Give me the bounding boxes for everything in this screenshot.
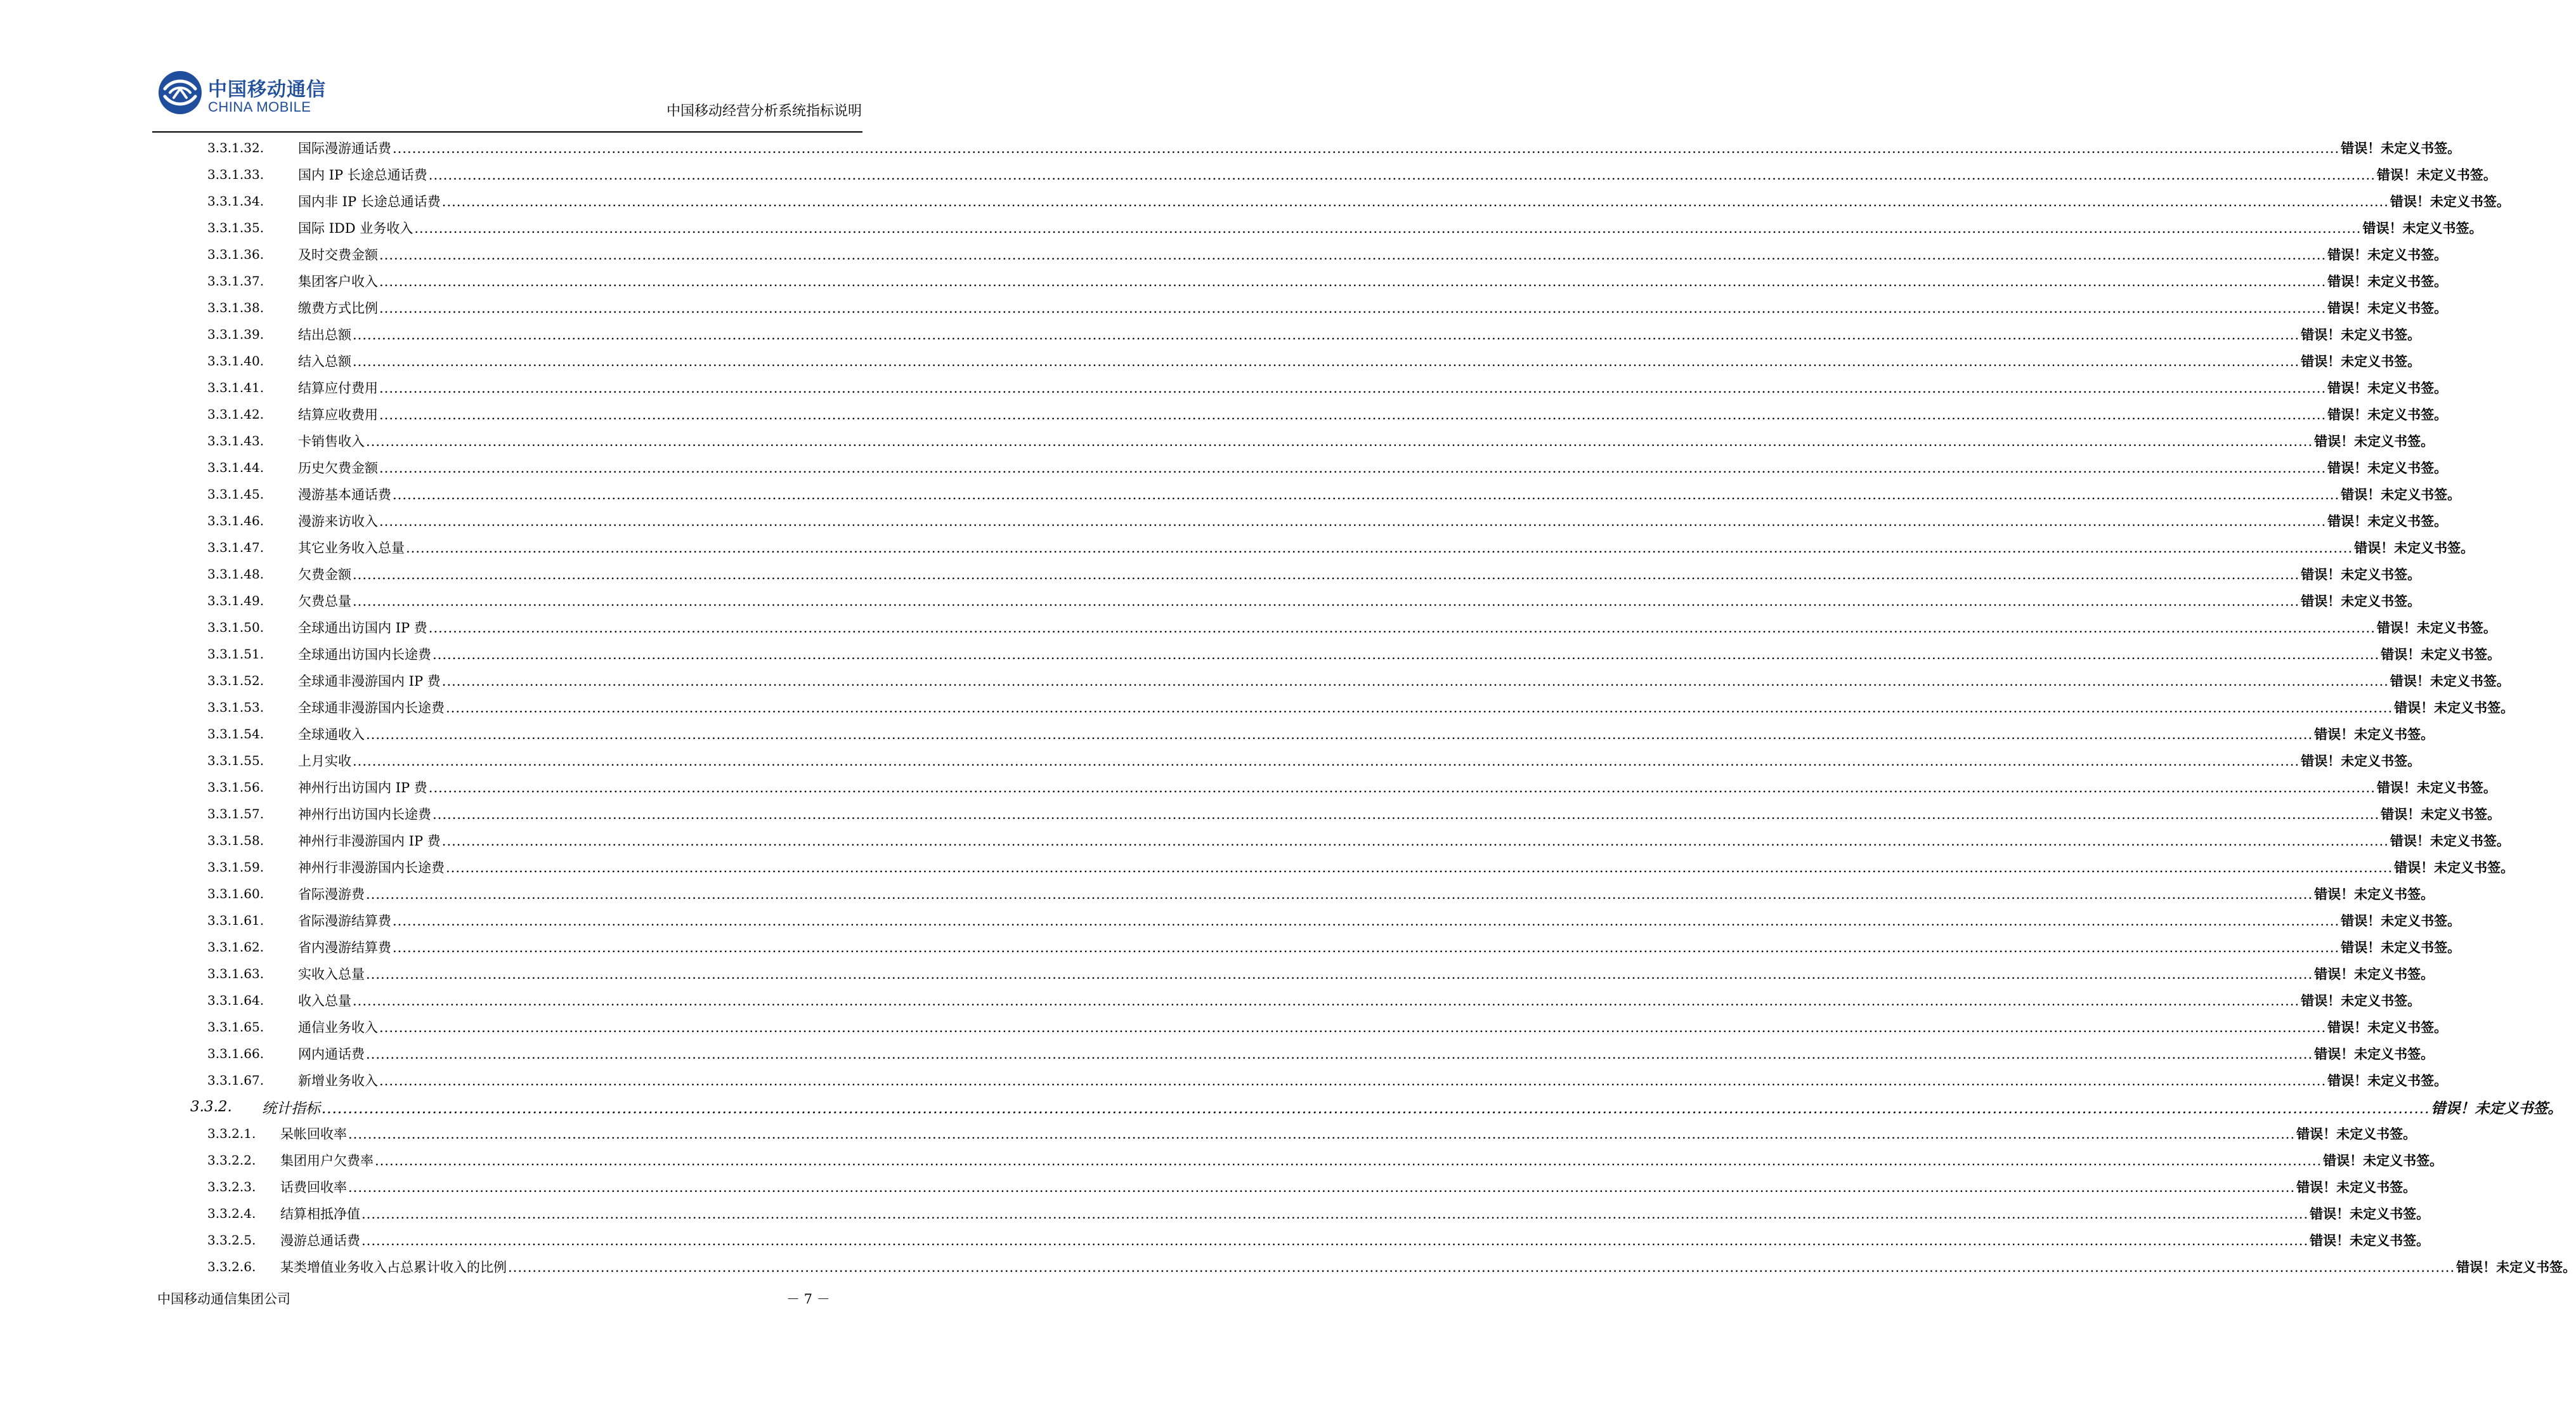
- toc-entry[interactable]: [0, 348, 2421, 374]
- toc-entry[interactable]: [0, 694, 2514, 721]
- toc-entry-page-reference: 错误！未定义书签。: [2327, 514, 2448, 529]
- toc-entry-title: 全球通出访国内 IP 费: [298, 620, 427, 636]
- toc-entry-title-line: [298, 751, 2421, 770]
- toc-entry-title: 集团用户欠费率: [280, 1153, 374, 1168]
- toc-entry-title: 呆帐回收率: [280, 1127, 347, 1142]
- toc-entry-page-reference: 错误！未定义书签。: [2390, 833, 2510, 849]
- toc-entry-title: 实收入总量: [298, 967, 365, 982]
- toc-entry[interactable]: [0, 454, 2448, 481]
- toc-entry[interactable]: [0, 481, 2461, 507]
- toc-entry-title-line: [298, 431, 2435, 450]
- toc-entry[interactable]: [0, 721, 2435, 747]
- toc-entry-number: 3.3.1.41.: [207, 380, 264, 395]
- toc-entry-title: 结入总额: [298, 354, 351, 369]
- toc-dot-leader: ................................................................................................................................................................................................................................................................................................................................................................................................................: [428, 620, 2376, 636]
- toc-dot-leader: ................................................................................................................................................................................................................................................................................................................................................................................................................: [406, 540, 2353, 556]
- toc-dot-leader: ................................................................................................................................................................................................................................................................................................................................................................................................................: [353, 594, 2300, 609]
- toc-dot-leader: ................................................................................................................................................................................................................................................................................................................................................................................................................: [446, 700, 2393, 715]
- toc-entry[interactable]: [0, 561, 2421, 587]
- toc-entry-number: 3.3.1.62.: [207, 939, 264, 955]
- toc-entry-page-reference: 错误！未定义书签。: [2296, 1180, 2417, 1195]
- toc-entry-number: 3.3.1.67.: [207, 1073, 264, 1088]
- toc-entry-page-reference: 错误！未定义书签。: [2323, 1153, 2443, 1168]
- toc-entry-number: 3.3.1.54.: [207, 726, 264, 741]
- toc-entry[interactable]: [0, 1067, 2448, 1094]
- toc-entry-number: 3.3.1.59.: [207, 859, 264, 875]
- toc-entry[interactable]: [0, 667, 2510, 694]
- toc-entry-title: 新增业务收入: [298, 1073, 378, 1088]
- toc-entry[interactable]: [0, 1200, 2430, 1227]
- toc-entry[interactable]: [0, 827, 2510, 854]
- toc-dot-leader: ................................................................................................................................................................................................................................................................................................................................................................................................................: [375, 1153, 2322, 1168]
- toc-entry-title-line: [298, 831, 2510, 850]
- toc-entry-number: 3.3.1.37.: [207, 273, 264, 289]
- toc-entry-number: 3.3.1.61.: [207, 913, 264, 928]
- toc-entry-title: 国内非 IP 长途总通话费: [298, 194, 441, 209]
- toc-dot-leader: ................................................................................................................................................................................................................................................................................................................................................................................................................: [446, 860, 2393, 875]
- toc-entry-title: 卡销售收入: [298, 434, 365, 449]
- toc-entry-page-reference: 错误！未定义书签。: [2327, 247, 2448, 263]
- toc-dot-leader: ................................................................................................................................................................................................................................................................................................................................................................................................................: [379, 461, 2327, 476]
- toc-entry-number: 3.3.1.57.: [207, 806, 264, 821]
- toc-entry-title: 网内通话费: [298, 1047, 365, 1062]
- toc-entry-title-line: [280, 1257, 2576, 1276]
- toc-entry-page-reference: 错误！未定义书签。: [2327, 1073, 2448, 1088]
- toc-entry[interactable]: [0, 134, 2461, 161]
- toc-dot-leader: ................................................................................................................................................................................................................................................................................................................................................................................................................: [379, 274, 2327, 289]
- toc-entry-page-reference: 错误！未定义书签。: [2314, 727, 2435, 742]
- toc-entry-title-line: [298, 458, 2448, 477]
- toc-entry-title: 漫游来访收入: [298, 514, 378, 529]
- toc-entry-page-reference: 错误！未定义书签。: [2310, 1206, 2430, 1222]
- toc-entry[interactable]: [0, 188, 2510, 214]
- toc-entry-title-line: [298, 218, 2483, 237]
- toc-dot-leader: ................................................................................................................................................................................................................................................................................................................................................................................................................: [353, 327, 2300, 343]
- toc-entry-title: 神州行非漫游国内 IP 费: [298, 833, 441, 849]
- toc-entry-title-line: [298, 378, 2448, 397]
- toc-dot-leader: ................................................................................................................................................................................................................................................................................................................................................................................................................: [322, 1100, 2430, 1117]
- toc-entry-title-line: [298, 698, 2514, 717]
- toc-entry-title: 全球通出访国内长途费: [298, 647, 431, 662]
- toc-entry[interactable]: [0, 214, 2483, 241]
- toc-entry[interactable]: [0, 161, 2497, 188]
- toc-entry-title: 话费回收率: [280, 1180, 347, 1195]
- toc-entry-title-line: [298, 724, 2435, 743]
- toc-entry-title-line: [298, 1017, 2448, 1036]
- toc-entry[interactable]: [0, 534, 2475, 561]
- toc-entry-number: 3.3.1.34.: [207, 193, 264, 209]
- toc-entry-number: 3.3.1.36.: [207, 247, 264, 262]
- toc-entry-page-reference: 错误！未定义书签。: [2301, 567, 2421, 582]
- toc-entry-page-reference: 错误！未定义书签。: [2376, 780, 2497, 795]
- toc-entry-title: 结出总额: [298, 327, 351, 343]
- toc-entry[interactable]: [0, 1227, 2430, 1253]
- toc-dot-leader: ................................................................................................................................................................................................................................................................................................................................................................................................................: [414, 221, 2362, 236]
- toc-entry-title: 历史欠费金额: [298, 461, 378, 476]
- toc-entry-title: 欠费总量: [298, 594, 351, 609]
- toc-dot-leader: ................................................................................................................................................................................................................................................................................................................................................................................................................: [379, 514, 2327, 529]
- footer-company: 中国移动通信集团公司: [157, 1291, 290, 1307]
- toc-dot-leader: ................................................................................................................................................................................................................................................................................................................................................................................................................: [353, 567, 2300, 582]
- toc-entry-page-reference: 错误！未定义书签。: [2341, 913, 2461, 929]
- toc-dot-leader: ................................................................................................................................................................................................................................................................................................................................................................................................................: [393, 487, 2340, 502]
- toc-entry[interactable]: [0, 987, 2421, 1014]
- toc-dot-leader: ................................................................................................................................................................................................................................................................................................................................................................................................................: [353, 354, 2300, 369]
- toc-entry-title-line: [298, 858, 2514, 877]
- toc-dot-leader: ................................................................................................................................................................................................................................................................................................................................................................................................................: [379, 247, 2327, 263]
- toc-entry-title: 通信业务收入: [298, 1020, 378, 1035]
- toc-entry-title-line: [298, 325, 2421, 344]
- toc-entry-title-line: [298, 991, 2421, 1010]
- toc-entry[interactable]: [0, 401, 2448, 428]
- toc-dot-leader: ................................................................................................................................................................................................................................................................................................................................................................................................................: [508, 1260, 2456, 1275]
- toc-entry[interactable]: [0, 1120, 2417, 1147]
- toc-entry-title-line: [298, 485, 2461, 504]
- toc-dot-leader: ................................................................................................................................................................................................................................................................................................................................................................................................................: [393, 141, 2340, 156]
- toc-entry-title-line: [298, 644, 2501, 663]
- toc-entry-page-reference: 错误！未定义书签。: [2301, 327, 2421, 343]
- toc-entry-number: 3.3.1.45.: [207, 487, 264, 502]
- toc-entry-title-line: [298, 511, 2448, 530]
- toc-entry-page-reference: 错误！未定义书签。: [2296, 1127, 2417, 1142]
- toc-entry-title: 结算应收费用: [298, 407, 378, 422]
- toc-entry-number: 3.3.1.49.: [207, 593, 264, 608]
- toc-entry-number: 3.3.1.46.: [207, 513, 264, 528]
- toc-entry[interactable]: [0, 747, 2421, 774]
- logo-text-english: CHINA MOBILE: [208, 99, 311, 115]
- toc-entry-number: 3.3.1.39.: [207, 327, 264, 342]
- toc-dot-leader: ................................................................................................................................................................................................................................................................................................................................................................................................................: [379, 1073, 2327, 1088]
- toc-entry[interactable]: [0, 907, 2461, 934]
- toc-entry[interactable]: [0, 294, 2448, 321]
- toc-entry-page-reference: 错误！未定义书签。: [2456, 1260, 2576, 1275]
- toc-entry-page-reference: 错误！未定义书签。: [2314, 1047, 2435, 1062]
- toc-entry-number: 3.3.1.38.: [207, 300, 264, 315]
- toc-entry-page-reference: 错误！未定义书签。: [2341, 940, 2461, 955]
- toc-dot-leader: ................................................................................................................................................................................................................................................................................................................................................................................................................: [441, 674, 2389, 689]
- toc-entry-page-reference: 错误！未定义书签。: [2376, 620, 2497, 636]
- toc-entry-title: 国际漫游通话费: [298, 141, 391, 156]
- toc-dot-leader: ................................................................................................................................................................................................................................................................................................................................................................................................................: [379, 381, 2327, 396]
- toc-entry-page-reference: 错误！未定义书签。: [2341, 487, 2461, 502]
- toc-dot-leader: ................................................................................................................................................................................................................................................................................................................................................................................................................: [366, 887, 2313, 902]
- toc-entry-number: 3.3.1.56.: [207, 780, 264, 795]
- toc-entry-title-line: [298, 192, 2510, 211]
- toc-entry-number: 3.3.1.55.: [207, 753, 264, 768]
- toc-entry-title: 全球通非漫游国内长途费: [298, 700, 445, 715]
- toc-entry-title-line: [298, 165, 2497, 184]
- china-mobile-logo-icon: [157, 70, 203, 115]
- toc-entry-title-line: [298, 538, 2475, 557]
- toc-entry-title: 集团客户收入: [298, 274, 378, 289]
- toc-entry-title-line: [298, 964, 2435, 983]
- toc-entry-page-reference: 错误！未定义书签。: [2327, 1020, 2448, 1035]
- toc-entry-number: 3.3.1.33.: [207, 167, 264, 182]
- toc-entry-number: 3.3.1.44.: [207, 460, 264, 475]
- toc-entry-number: 3.3.1.66.: [207, 1046, 264, 1061]
- toc-dot-leader: ................................................................................................................................................................................................................................................................................................................................................................................................................: [353, 993, 2300, 1009]
- toc-dot-leader: ................................................................................................................................................................................................................................................................................................................................................................................................................: [366, 434, 2313, 449]
- toc-entry[interactable]: [0, 800, 2501, 827]
- toc-entry-title-line: [298, 804, 2501, 823]
- toc-entry-title-line: [298, 1044, 2435, 1063]
- toc-entry-number: 3.3.2.2.: [207, 1153, 256, 1168]
- toc-dot-leader: ................................................................................................................................................................................................................................................................................................................................................................................................................: [366, 1047, 2313, 1062]
- toc-entry[interactable]: [0, 880, 2435, 907]
- toc-entry-title: 国际 IDD 业务收入: [298, 221, 413, 236]
- toc-entry-title: 结算相抵净值: [280, 1206, 360, 1222]
- toc-dot-leader: ................................................................................................................................................................................................................................................................................................................................................................................................................: [366, 967, 2313, 982]
- toc-entry-number: 3.3.1.48.: [207, 566, 264, 582]
- toc-entry-page-reference: 错误！未定义书签。: [2394, 700, 2514, 715]
- toc-entry-title: 神州行出访国内 IP 费: [298, 780, 427, 795]
- toc-entry-page-reference: 错误！未定义书签。: [2314, 434, 2435, 449]
- toc-entry-page-reference: 错误！未定义书签。: [2301, 354, 2421, 369]
- toc-entry-number: 3.3.1.32.: [207, 140, 264, 155]
- toc-entry-number: 3.3.1.50.: [207, 620, 264, 635]
- toc-entry-page-reference: 错误！未定义书签。: [2327, 274, 2448, 289]
- toc-entry-title: 其它业务收入总量: [298, 540, 405, 556]
- toc-entry-title-line: [298, 138, 2461, 157]
- toc-dot-leader: ................................................................................................................................................................................................................................................................................................................................................................................................................: [393, 913, 2340, 929]
- toc-dot-leader: ................................................................................................................................................................................................................................................................................................................................................................................................................: [433, 647, 2380, 662]
- toc-entry-page-reference: 错误！未定义书签。: [2327, 301, 2448, 316]
- toc-entry-page-reference: 错误！未定义书签。: [2327, 461, 2448, 476]
- toc-dot-leader: ................................................................................................................................................................................................................................................................................................................................................................................................................: [379, 1020, 2327, 1035]
- toc-entry-page-reference: 错误！未定义书签。: [2390, 674, 2510, 689]
- header-divider: [152, 131, 862, 133]
- toc-entry-title: 统计指标: [262, 1100, 320, 1117]
- toc-entry-number: 3.3.2.6.: [207, 1259, 256, 1274]
- toc-entry-page-reference: 错误！未定义书签。: [2314, 887, 2435, 902]
- toc-entry-title-line: [298, 298, 2448, 317]
- toc-entry-title: 欠费金额: [298, 567, 351, 582]
- toc-entry-number: 3.3.2.5.: [207, 1232, 256, 1248]
- toc-entry-page-reference: 错误！未定义书签。: [2327, 381, 2448, 396]
- toc-entry-title: 结算应付费用: [298, 381, 378, 396]
- toc-entry-page-reference: 错误！未定义书签。: [2394, 860, 2514, 875]
- toc-entry-page-reference: 错误！未定义书签。: [2341, 141, 2461, 156]
- toc-entry-number: 3.3.2.4.: [207, 1206, 256, 1221]
- toc-entry-page-reference: 错误！未定义书签。: [2390, 194, 2510, 209]
- toc-entry[interactable]: [0, 614, 2497, 641]
- toc-dot-leader: ................................................................................................................................................................................................................................................................................................................................................................................................................: [353, 754, 2300, 769]
- toc-entry-title: 神州行非漫游国内长途费: [298, 860, 445, 875]
- toc-entry-number: 3.3.1.42.: [207, 407, 264, 422]
- toc-entry-title: 缴费方式比例: [298, 301, 378, 316]
- toc-entry[interactable]: [0, 507, 2448, 534]
- toc-entry-number: 3.3.1.63.: [207, 966, 264, 981]
- toc-entry-number: 3.3.1.53.: [207, 700, 264, 715]
- toc-entry-title-line: [298, 618, 2497, 637]
- toc-entry-title-line: [298, 937, 2461, 957]
- toc-entry-title-line: [298, 245, 2448, 264]
- toc-entry-page-reference: 错误！未定义书签。: [2354, 540, 2475, 556]
- toc-entry-number: 3.3.1.35.: [207, 220, 264, 235]
- toc-entry-number: 3.3.2.: [190, 1099, 232, 1115]
- toc-entry-title: 某类增值业务收入占总累计收入的比例: [280, 1260, 507, 1275]
- toc-entry-title-line: [280, 1204, 2430, 1223]
- toc-entry-page-reference: 错误！未定义书签。: [2381, 647, 2501, 662]
- toc-entry-number: 3.3.2.1.: [207, 1126, 256, 1141]
- toc-entry[interactable]: [0, 854, 2514, 880]
- toc-entry[interactable]: [0, 1173, 2417, 1200]
- toc-entry-title: 漫游总通话费: [280, 1233, 360, 1248]
- toc-entry-number: 3.3.2.3.: [207, 1179, 256, 1194]
- toc-entry-number: 3.3.1.60.: [207, 886, 264, 901]
- toc-entry-title-line: [298, 884, 2435, 903]
- toc-entry[interactable]: [0, 1014, 2448, 1040]
- toc-dot-leader: ................................................................................................................................................................................................................................................................................................................................................................................................................: [428, 167, 2376, 183]
- toc-dot-leader: ................................................................................................................................................................................................................................................................................................................................................................................................................: [441, 833, 2389, 849]
- toc-entry-title: 及时交费金额: [298, 247, 378, 263]
- toc-dot-leader: ................................................................................................................................................................................................................................................................................................................................................................................................................: [361, 1206, 2309, 1222]
- toc-dot-leader: ................................................................................................................................................................................................................................................................................................................................................................................................................: [361, 1233, 2309, 1248]
- toc-dot-leader: ................................................................................................................................................................................................................................................................................................................................................................................................................: [366, 727, 2313, 742]
- logo-text-chinese: 中国移动通信: [208, 79, 326, 101]
- toc-entry-title: 漫游基本通话费: [298, 487, 391, 502]
- toc-dot-leader: ................................................................................................................................................................................................................................................................................................................................................................................................................: [433, 807, 2380, 822]
- toc-entry-title-line: [298, 778, 2497, 797]
- toc-entry-page-reference: 错误！未定义书签。: [2431, 1099, 2563, 1117]
- document-title: 中国移动经营分析系统指标说明: [666, 103, 862, 119]
- toc-entry[interactable]: [0, 1040, 2435, 1067]
- toc-entry-page-reference: 错误！未定义书签。: [2362, 221, 2483, 236]
- toc-entry-title-line: [298, 591, 2421, 610]
- toc-entry[interactable]: [0, 428, 2435, 454]
- toc-entry-number: 3.3.1.58.: [207, 833, 264, 848]
- toc-entry-number: 3.3.1.47.: [207, 540, 264, 555]
- toc-entry-title-line: [298, 911, 2461, 930]
- toc-entry[interactable]: [0, 1147, 2443, 1173]
- toc-entry[interactable]: [0, 960, 2435, 987]
- toc-entry[interactable]: [0, 321, 2421, 348]
- toc-dot-leader: ................................................................................................................................................................................................................................................................................................................................................................................................................: [428, 780, 2376, 795]
- toc-entry-number: 3.3.1.43.: [207, 433, 264, 448]
- toc-entry[interactable]: [0, 241, 2448, 268]
- toc-entry-title-line: [298, 405, 2448, 424]
- toc-entry[interactable]: [0, 1094, 2563, 1120]
- toc-entry-title: 神州行出访国内长途费: [298, 807, 431, 822]
- toc-entry[interactable]: [0, 934, 2461, 960]
- toc-entry[interactable]: [0, 587, 2421, 614]
- toc-entry-title-line: [280, 1231, 2430, 1250]
- footer-page-number: － 7 －: [786, 1291, 830, 1307]
- toc-entry-page-reference: 错误！未定义书签。: [2310, 1233, 2430, 1248]
- toc-entry-title: 省内漫游结算费: [298, 940, 391, 955]
- table-of-contents: [0, 134, 2576, 1280]
- toc-entry-title: 国内 IP 长途总通话费: [298, 167, 427, 183]
- toc-entry-title-line: [280, 1151, 2443, 1170]
- toc-entry-title: 省际漫游费: [298, 887, 365, 902]
- toc-entry-page-reference: 错误！未定义书签。: [2327, 407, 2448, 422]
- toc-entry[interactable]: [0, 641, 2501, 667]
- toc-dot-leader: ................................................................................................................................................................................................................................................................................................................................................................................................................: [441, 194, 2389, 209]
- toc-entry-number: 3.3.1.51.: [207, 646, 264, 662]
- toc-entry-page-reference: 错误！未定义书签。: [2381, 807, 2501, 822]
- toc-dot-leader: ................................................................................................................................................................................................................................................................................................................................................................................................................: [393, 940, 2340, 955]
- toc-entry[interactable]: [0, 374, 2448, 401]
- toc-entry-title-line: [280, 1177, 2417, 1196]
- toc-entry-page-reference: 错误！未定义书签。: [2314, 967, 2435, 982]
- toc-entry-number: 3.3.1.64.: [207, 993, 264, 1008]
- toc-entry-number: 3.3.1.52.: [207, 673, 264, 688]
- toc-entry-title: 收入总量: [298, 993, 351, 1009]
- toc-dot-leader: ................................................................................................................................................................................................................................................................................................................................................................................................................: [379, 301, 2327, 316]
- toc-entry-title-line: [298, 351, 2421, 370]
- toc-entry-title-line: [262, 1097, 2563, 1118]
- toc-entry[interactable]: [0, 268, 2448, 294]
- toc-entry-title-line: [298, 671, 2510, 690]
- toc-entry-title: 全球通收入: [298, 727, 365, 742]
- toc-entry-title-line: [298, 271, 2448, 291]
- toc-dot-leader: ................................................................................................................................................................................................................................................................................................................................................................................................................: [379, 407, 2327, 422]
- toc-entry-title-line: [298, 1071, 2448, 1090]
- toc-entry-title-line: [280, 1124, 2417, 1143]
- toc-entry-page-reference: 错误！未定义书签。: [2301, 993, 2421, 1009]
- toc-entry-title-line: [298, 565, 2421, 584]
- toc-entry-number: 3.3.1.40.: [207, 353, 264, 369]
- toc-entry[interactable]: [0, 774, 2497, 800]
- toc-entry-title: 省际漫游结算费: [298, 913, 391, 929]
- toc-entry-title: 上月实收: [298, 754, 351, 769]
- toc-entry-page-reference: 错误！未定义书签。: [2376, 167, 2497, 183]
- toc-dot-leader: ................................................................................................................................................................................................................................................................................................................................................................................................................: [348, 1180, 2296, 1195]
- toc-dot-leader: ................................................................................................................................................................................................................................................................................................................................................................................................................: [348, 1127, 2296, 1142]
- toc-entry-number: 3.3.1.65.: [207, 1019, 264, 1035]
- toc-entry-page-reference: 错误！未定义书签。: [2301, 594, 2421, 609]
- toc-entry[interactable]: [0, 1253, 2576, 1280]
- china-mobile-logo: [157, 70, 335, 121]
- toc-entry-title: 全球通非漫游国内 IP 费: [298, 674, 441, 689]
- toc-entry-page-reference: 错误！未定义书签。: [2301, 754, 2421, 769]
